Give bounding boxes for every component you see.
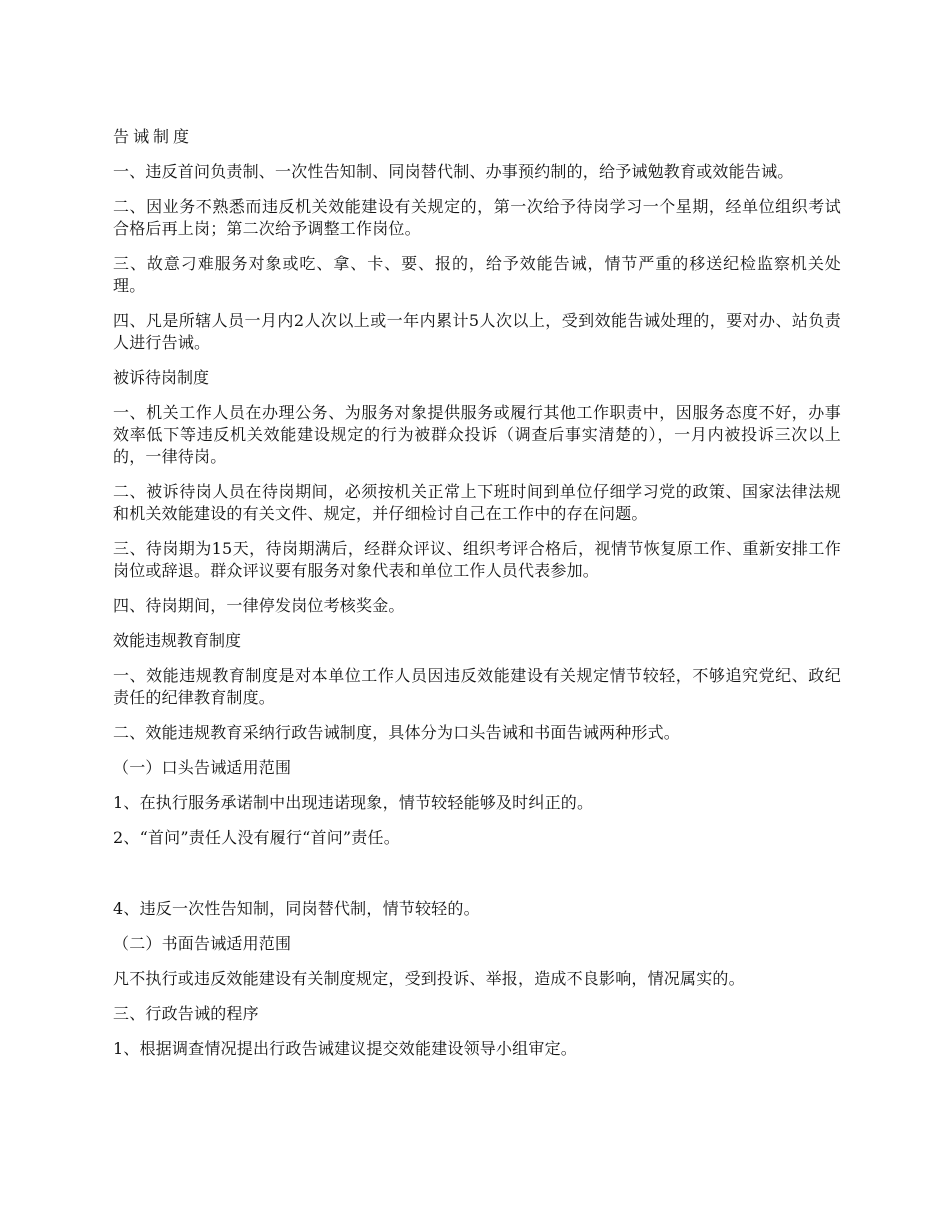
list-item: 2、“首问”责任人没有履行“首问”责任。 — [113, 828, 400, 847]
document-page — [113, 126, 841, 1060]
list-item: 4、违反一次性告知制，同岗替代制，情节较轻的。 — [113, 899, 480, 918]
subheading-procedure: 三、行政告诫的程序 — [113, 1004, 259, 1023]
list-item: 1、在执行服务承诺制中出现违诺现象，情节较轻能够及时纠正的。 — [113, 793, 594, 812]
subheading-written-warning: （二）书面告诫适用范围 — [113, 934, 292, 953]
section-title-efficiency-education: 效能违规教育制度 — [113, 631, 242, 650]
paragraph: 二、因业务不熟悉而违反机关效能建设有关规定的，第一次给予待岗学习一个星期，经单位组织考试合格后再上岗；第二次给予调整工作岗位。 — [113, 197, 841, 238]
section-title-warning-system: 告诫制度 — [113, 127, 194, 146]
subheading-oral-warning: （一）口头告诫适用范围 — [113, 758, 292, 777]
paragraph: 一、效能违规教育制度是对本单位工作人员因违反效能建设有关规定情节较轻，不够追究党纪、政纪责任的纪律教育制度。 — [113, 666, 841, 707]
paragraph: 二、被诉待岗人员在待岗期间，必须按机关正常上下班时间到单位仔细学习党的政策、国家法律法规和机关效能建设的有关文件、规定，并仔细检讨自己在工作中的存在问题。 — [113, 482, 841, 523]
paragraph: 四、凡是所辖人员一月内2人次以上或一年内累计5人次以上，受到效能告诫处理的，要对办、站负责人进行告诫。 — [113, 311, 841, 352]
paragraph: 四、待岗期间，一律停发岗位考核奖金。 — [113, 596, 405, 615]
paragraph: 一、违反首问负责制、一次性告知制、同岗替代制、办事预约制的，给予诫勉教育或效能告诫。 — [113, 162, 794, 181]
paragraph: 凡不执行或违反效能建设有关制度规定，受到投诉、举报，造成不良影响，情况属实的。 — [113, 969, 745, 988]
paragraph: 一、机关工作人员在办理公务、为服务对象提供服务或履行其他工作职责中，因服务态度不好，办事效率低下等违反机关效能建设规定的行为被群众投诉（调查后事实清楚的），一月内被投诉三次以上的，一律待岗。 — [113, 403, 841, 466]
list-item: 1、根据调查情况提出行政告诫建议提交效能建设领导小组审定。 — [113, 1039, 577, 1058]
paragraph: 三、待岗期为15天，待岗期满后，经群众评议、组织考评合格后，视情节恢复原工作、重新安排工作岗位或辞退。群众评议要有服务对象代表和单位工作人员代表参加。 — [113, 539, 841, 580]
paragraph: 三、故意刁难服务对象或吃、拿、卡、要、报的，给予效能告诫，情节严重的移送纪检监察机关处理。 — [113, 254, 841, 295]
section-title-complaint-suspension: 被诉待岗制度 — [113, 368, 210, 387]
paragraph: 二、效能违规教育采纳行政告诫制度，具体分为口头告诫和书面告诫两种形式。 — [113, 723, 681, 742]
